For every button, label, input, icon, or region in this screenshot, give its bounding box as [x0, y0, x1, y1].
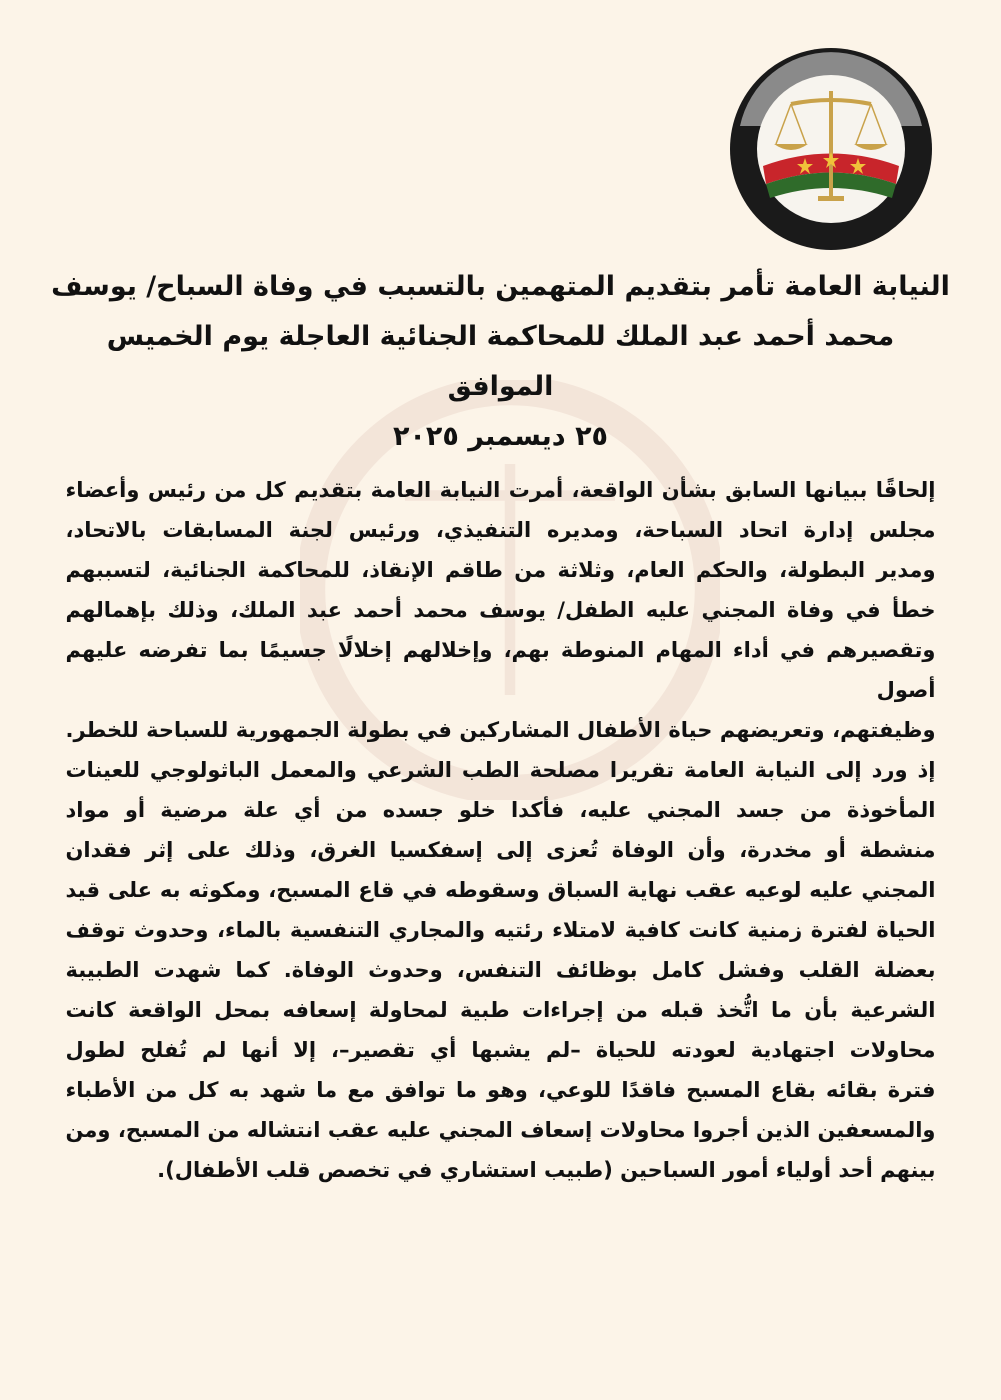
body-line: مجلس إدارة اتحاد السباحة، ومديره التنفيذي، ورئيس لجنة المسابقات بالاتحاد،: [65, 518, 936, 542]
headline-line: محمد أحمد عبد الملك للمحاكمة الجنائية العاجلة يوم الخميس الموافق: [106, 321, 895, 402]
body-line: الحياة لفترة زمنية كانت كافية لامتلاء رئتيه والمجاري التنفسية بالماء، وحدوث توقف: [65, 918, 936, 942]
body-line: إذ ورد إلى النيابة العامة تقريرا مصلحة الطب الشرعي والمعمل الباثولوجي للعينات: [65, 758, 936, 782]
body-line: خطأ في وفاة المجني عليه الطفل/ يوسف محمد أحمد عبد الملك، وذلك بإهمالهم: [65, 598, 936, 622]
headline-date: ٢٥ ديسمبر ٢٠٢٥: [392, 421, 609, 452]
public-prosecution-logo: [728, 46, 934, 252]
body-line: فترة بقائه بقاع المسبح فاقدًا للوعي، وهو ما توافق مع ما شهد به كل من الأطباء: [65, 1078, 936, 1102]
body-line: محاولات اجتهادية لعودته للحياة –لم يشبها أي تقصير–، إلا أنها لم تُفلح لطول: [65, 1038, 936, 1062]
body-line: وظيفتهم، وتعريضهم حياة الأطفال المشاركين في بطولة الجمهورية للسباحة للخطر.: [65, 718, 936, 742]
statement-body: [66, 470, 936, 1190]
body-line: والمسعفين الذين أجروا محاولات إسعاف المجني عليه عقب انتشاله من المسبح، ومن: [65, 1118, 936, 1142]
body-line: منشطة أو مخدرة، وأن الوفاة تُعزى إلى إسفكسيا الغرق، وذلك على إثر فقدان: [65, 838, 936, 862]
body-line: بعضلة القلب وفشل كامل بوظائف التنفس، وحدوث الوفاة. كما شهدت الطبيبة: [65, 958, 936, 982]
body-line: الشرعية بأن ما اتُّخذ قبله من إجراءات طبية لمحاولة إسعافه بمحل الواقعة كانت: [65, 998, 936, 1022]
body-line: ومدير البطولة، والحكم العام، وثلاثة من طاقم الإنقاذ، للمحاكمة الجنائية، لتسببهم: [65, 558, 936, 582]
body-line: المجني عليه لوعيه عقب نهاية السباق وسقوطه في قاع المسبح، ومكوثه به على قيد: [65, 878, 936, 902]
headline: [51, 262, 951, 462]
headline-line: النيابة العامة تأمر بتقديم المتهمين بالتسبب في وفاة السباح/ يوسف: [51, 271, 950, 302]
body-line: وتقصيرهم في أداء المهام المنوطة بهم، وإخلالهم إخلالًا جسيمًا بما تفرضه عليهم أصول: [65, 638, 936, 702]
body-line: المأخوذة من جسد المجني عليه، فأكدا خلو جسده من أي علة مرضية أو مواد: [65, 798, 936, 822]
body-line: إلحاقًا ببيانها السابق بشأن الواقعة، أمرت النيابة العامة بتقديم كل من رئيس وأعضاء: [65, 478, 936, 502]
body-line: بينهم أحد أولياء أمور السباحين (طبيب استشاري في تخصص قلب الأطفال).: [157, 1158, 936, 1182]
